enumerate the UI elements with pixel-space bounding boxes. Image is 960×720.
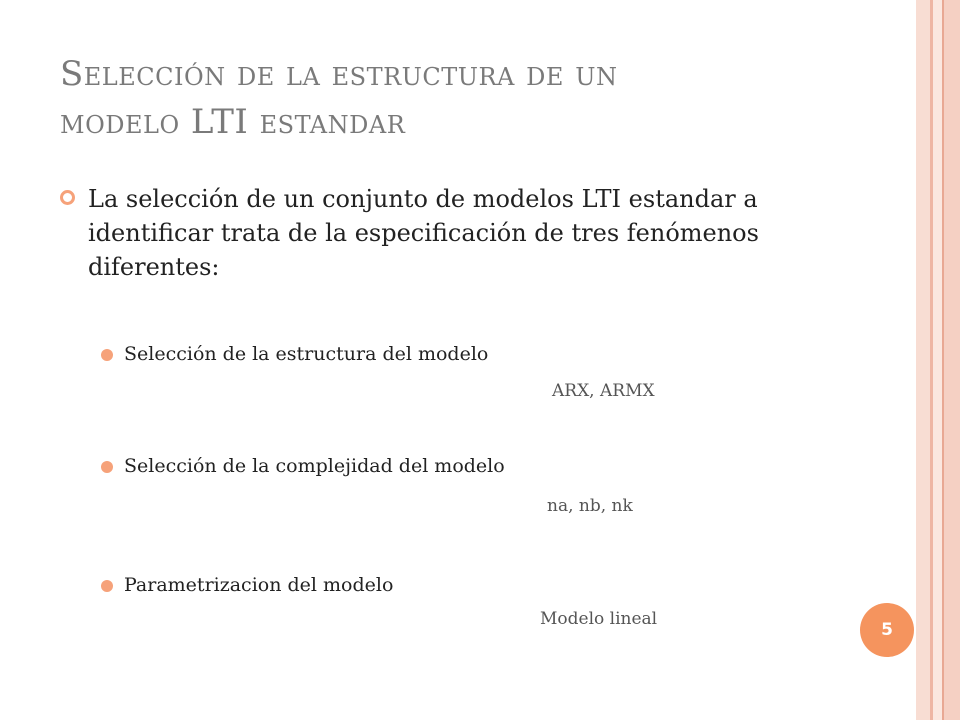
title-line-2: modelo LTI estandar (60, 102, 406, 142)
slide-title (60, 50, 880, 146)
decorative-stripe (933, 0, 942, 720)
note-structure: ARX, ARMX (552, 381, 655, 401)
decorative-stripe (944, 0, 960, 720)
page-number-badge: 5 (860, 603, 914, 657)
title-line-1: Selección de la estructura de un (60, 54, 618, 94)
bullet-dot-icon (101, 580, 113, 592)
bullet-ring-icon (60, 190, 75, 205)
note-complexity: na, nb, nk (547, 496, 633, 516)
bullet-dot-icon (101, 349, 113, 361)
bullet-dot-icon (101, 461, 113, 473)
sub-bullet-structure: Selección de la estructura del modelo (124, 343, 489, 365)
sub-bullet-parametrization: Parametrizacion del modelo (124, 574, 394, 596)
sub-bullet-complexity: Selección de la complejidad del modelo (124, 455, 505, 477)
intro-bullet-text: La selección de un conjunto de modelos LTI estandar a identificar trata de la especificación de tres fenómenos diferentes: (88, 185, 759, 281)
decorative-stripe (916, 0, 930, 720)
note-parametrization: Modelo lineal (540, 609, 658, 629)
